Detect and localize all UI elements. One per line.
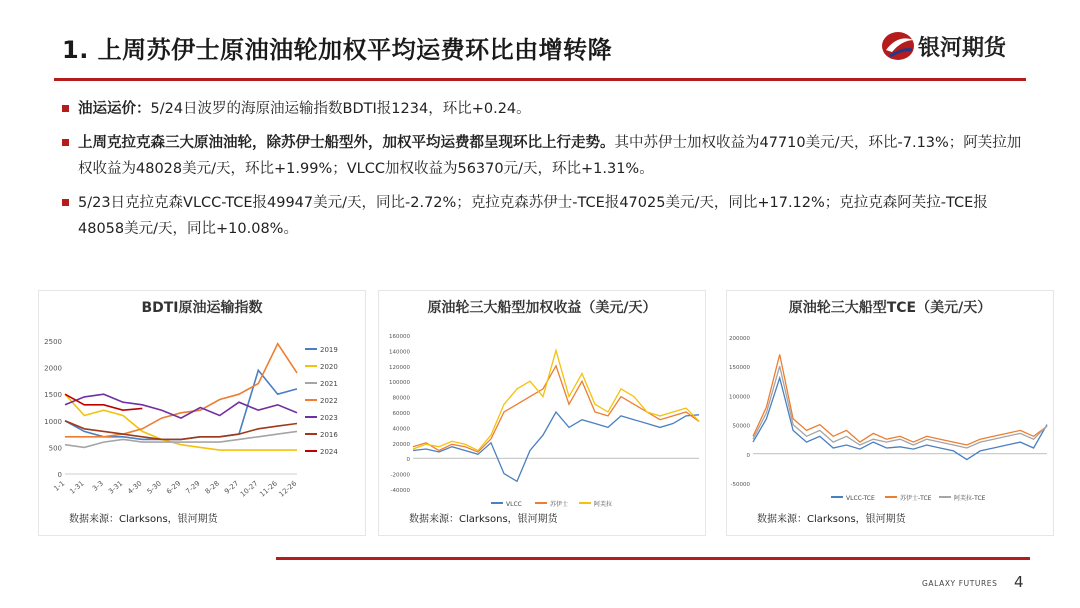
y-tick-label: 200000: [729, 336, 750, 342]
legend-label: 阿芙拉-TCE: [954, 495, 986, 502]
legend-label: VLCC: [506, 501, 522, 508]
y-tick-label: 120000: [389, 364, 410, 371]
legend-label: 2021: [320, 380, 338, 388]
y-tick-label: 80000: [392, 395, 410, 402]
series-line-VLCC: [413, 412, 699, 481]
legend-label: 2019: [320, 346, 338, 354]
y-tick-label: 0: [406, 457, 410, 464]
bullet-text: 5/23日克拉克森VLCC-TCE报49947美元/天，同比-2.72%；克拉克森苏伊士-TCE报47025美元/天，同比+17.12%；克拉克森阿芙拉-TCE报48058美元/天，同比+10.08%。: [78, 195, 988, 237]
chart-panel-weighted-earnings: [378, 290, 706, 536]
bullet-text: 5/24日波罗的海原油运输指数BDTI报1234，环比+0.24。: [150, 101, 531, 117]
y-tick-label: 40000: [392, 426, 410, 433]
legend-label: 阿芙拉: [594, 501, 613, 508]
x-tick-label: 4-30: [126, 479, 144, 496]
series-line-VLCC-TCE: [753, 378, 1047, 460]
legend-label: 2020: [320, 363, 338, 371]
y-tick-label: 2000: [44, 364, 62, 373]
footer-divider: [276, 557, 1030, 560]
page-title: 1. 上周苏伊士原油油轮加权平均运费环比由增转降: [62, 36, 613, 64]
header-divider: [54, 78, 1026, 81]
chart-title: BDTI原油运输指数: [141, 300, 263, 316]
series-line-苏伊士: [413, 366, 699, 452]
bullet-item: [62, 130, 1028, 182]
bullet-text: 其中苏伊士加权收益为47710美元/天，环比-7.13%；阿芙拉加权收益为48028美元/天，环比+1.99%；VLCC加权收益为56370元/天，环比+1.31%。: [78, 135, 1022, 177]
legend-label: 2023: [320, 414, 338, 422]
series-line-2023: [65, 394, 297, 418]
y-tick-label: 50000: [732, 423, 750, 430]
y-tick-label: 100000: [729, 394, 750, 401]
legend-label: 2022: [320, 397, 338, 405]
y-tick-label: -40000: [390, 488, 410, 494]
weighted-earnings-chart: [379, 321, 705, 511]
legend-label: 2024: [320, 448, 338, 456]
chart-title: 原油轮三大船型加权收益（美元/天）: [427, 300, 657, 316]
legend-label: 2016: [320, 431, 338, 439]
tce-chart: [727, 321, 1053, 511]
chart-source: 数据来源：Clarksons，银河期货: [69, 514, 218, 525]
x-tick-label: 7-29: [184, 479, 202, 496]
chart-title: 原油轮三大船型TCE（美元/天）: [788, 300, 992, 316]
legend-label: 苏伊士-TCE: [900, 495, 932, 502]
series-line-2022: [65, 344, 297, 437]
page-number: 4: [1014, 573, 1024, 591]
logo-text: 银河期货: [918, 36, 1007, 61]
x-tick-label: 9-27: [222, 479, 241, 496]
y-tick-label: 500: [48, 444, 62, 453]
galaxy-logo-icon: [880, 26, 920, 66]
x-tick-label: 1-31: [68, 479, 86, 496]
y-tick-label: 1500: [44, 391, 62, 400]
x-tick-label: 1-1: [52, 479, 67, 493]
x-tick-label: 3-3: [91, 479, 105, 493]
x-tick-label: 12-26: [277, 479, 299, 499]
bullet-item: [62, 96, 1028, 122]
y-tick-label: 160000: [389, 334, 410, 340]
bullet-lead: 上周克拉克森三大原油油轮，除苏伊士船型外，加权平均运费都呈现环比上行走势。: [78, 135, 615, 151]
chart-panel-tce: [726, 290, 1054, 536]
legend-label: VLCC-TCE: [846, 495, 875, 502]
y-tick-label: 100000: [389, 380, 410, 387]
x-tick-label: 10-27: [238, 479, 260, 499]
y-tick-label: -50000: [730, 482, 750, 488]
chart-panel-bdti: [38, 290, 366, 536]
x-tick-label: 11-26: [258, 479, 279, 499]
y-tick-label: 0: [746, 452, 750, 459]
chart-source: 数据来源：Clarksons，银河期货: [409, 514, 558, 525]
x-tick-label: 8-28: [203, 479, 221, 496]
x-tick-label: 6-29: [164, 479, 183, 496]
y-tick-label: 20000: [392, 441, 410, 448]
x-tick-label: 5-30: [145, 479, 163, 496]
y-tick-label: 2500: [44, 338, 62, 346]
bullet-list: [62, 96, 1028, 250]
series-line-苏伊士-TCE: [753, 355, 1047, 446]
y-tick-label: 150000: [729, 365, 750, 372]
bullet-lead: 油运运价：: [78, 101, 151, 117]
x-tick-label: 3-31: [106, 479, 125, 496]
y-tick-label: 140000: [389, 349, 410, 356]
bullet-item: [62, 190, 1028, 242]
legend-label: 苏伊士: [550, 501, 569, 508]
y-tick-label: 60000: [392, 411, 410, 417]
y-tick-label: 1000: [44, 417, 62, 426]
footer-brand: GALAXY FUTURES: [922, 579, 998, 588]
y-tick-label: -20000: [390, 472, 410, 479]
y-tick-label: 0: [57, 471, 62, 479]
chart-source: 数据来源：Clarksons，银河期货: [757, 514, 906, 525]
bdti-chart: [39, 321, 365, 511]
